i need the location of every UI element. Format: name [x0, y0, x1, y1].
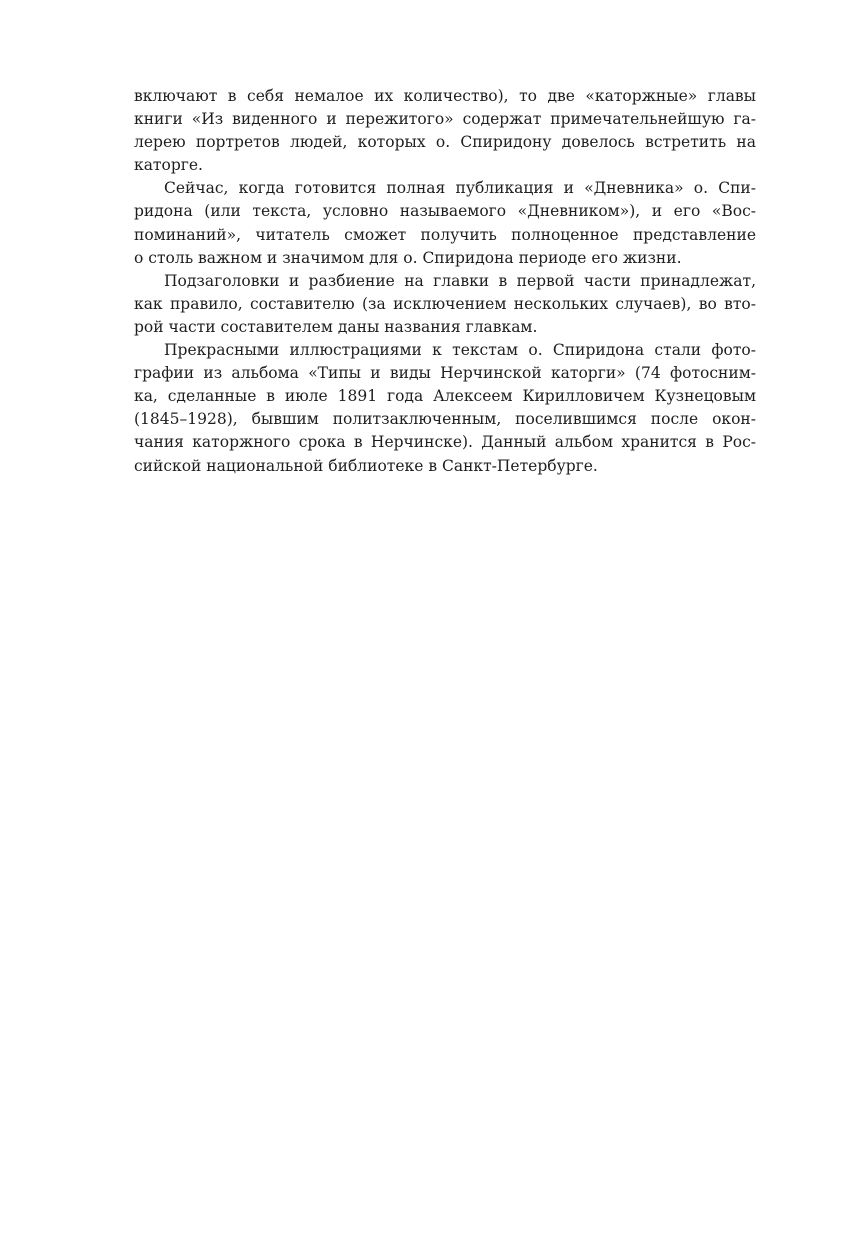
text-line: поминаний», читатель сможет получить полноценное представление: [134, 225, 756, 244]
text-line: ридона (или текста, условно называемого «Дневником»), и его «Вос-: [134, 202, 756, 221]
text-line: Сейчас, когда готовится полная публикация и «Дневника» о. Спи-: [164, 179, 756, 198]
text-line: чания каторжного срока в Нерчинске). Данный альбом хранится в Рос-: [134, 433, 756, 452]
text-line: ка, сделанные в июле 1891 года Алексеем Кирилловичем Кузнецовым: [134, 387, 756, 406]
text-line: как правило, составителю (за исключением нескольких случаев), во вто-: [134, 294, 756, 313]
text-line: Прекрасными иллюстрациями к текстам о. Спиридона стали фото-: [164, 341, 756, 360]
paragraph-2: [134, 177, 756, 269]
text-line: каторге.: [134, 156, 203, 175]
paragraph-3: [134, 270, 756, 339]
body-text: [134, 85, 756, 478]
text-line: лерею портретов людей, которых о. Спиридону довелось встретить на: [134, 133, 756, 152]
text-line: книги «Из виденного и пережитого» содержат примечательнейшую га-: [134, 110, 756, 129]
paragraph-4: [134, 339, 756, 478]
text-line: (1845–1928), бывшим политзаключенным, поселившимся после окон-: [134, 410, 756, 429]
text-line: Подзаголовки и разбиение на главки в первой части принадлежат,: [164, 271, 756, 290]
text-line: рой части составителем даны названия главкам.: [134, 317, 538, 336]
text-line: сийской национальной библиотеке в Санкт-Петербурге.: [134, 456, 598, 475]
text-line: графии из альбома «Типы и виды Нерчинской каторги» (74 фотосним-: [134, 364, 756, 383]
paragraph-1: [134, 85, 756, 177]
text-line: включают в себя немалое их количество), то две «каторжные» главы: [134, 87, 756, 105]
text-line: о столь важном и значимом для о. Спиридона периоде его жизни.: [134, 248, 682, 267]
